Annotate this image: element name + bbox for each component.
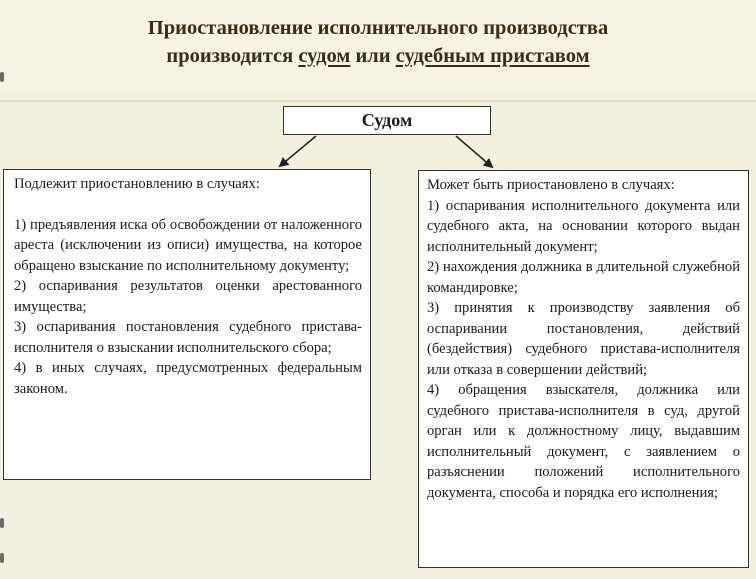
arrow-to-left-panel [280, 136, 316, 166]
title-line-2-prefix: производится [166, 45, 299, 67]
left-item-2: 2) оспаривания результатов оценки арестованного имущества; [14, 278, 362, 315]
left-panel [3, 169, 371, 480]
right-item-3: 3) принятия к производству заявления об оспаривании постановления, действий (бездействия) судебного пристава-исполнителя или отказа в совершении действий; [427, 300, 740, 378]
left-panel-heading: Подлежит приостановлению в случаях: [14, 176, 260, 192]
left-item-1: 1) предъявления иска об освобождении от наложенного ареста (исключении из описи) имущества, на которое обращено взыскание по исполнительному документу; [14, 216, 362, 274]
title-bailiff: судебным приставом [395, 45, 590, 67]
center-box-label: Судом [361, 110, 413, 130]
edge-mark [0, 72, 4, 82]
right-panel [418, 170, 749, 568]
title-line-1: Приостановление исполнительного производства [147, 17, 609, 39]
right-item-2: 2) нахождения должника в длительной служебной командировке; [427, 259, 740, 296]
title-line-2-mid: или [350, 45, 396, 67]
title-court: судом [298, 45, 351, 67]
edge-mark [0, 553, 4, 563]
edge-mark [0, 518, 4, 528]
right-item-4: 4) обращения взыскателя, должника или судебного пристава-исполнителя в суд, другой орган или к должностному лицу, выдавшим исполнительный документ, с заявлением о разъяснении положений исполнительного документа, способа и порядка его исполнения; [427, 382, 740, 501]
right-panel-heading: Может быть приостановлено в случаях: [427, 177, 675, 193]
left-item-3: 3) оспаривания постановления судебного пристава-исполнителя о взыскании исполнительского сбора; [14, 319, 362, 356]
left-item-4: 4) в иных случаях, предусмотренных федеральным законом. [14, 360, 362, 397]
right-item-1: 1) оспаривания исполнительного документа или судебного акта, на основании которого выдан исполнительный документ; [427, 197, 740, 255]
arrow-to-right-panel [456, 136, 492, 167]
